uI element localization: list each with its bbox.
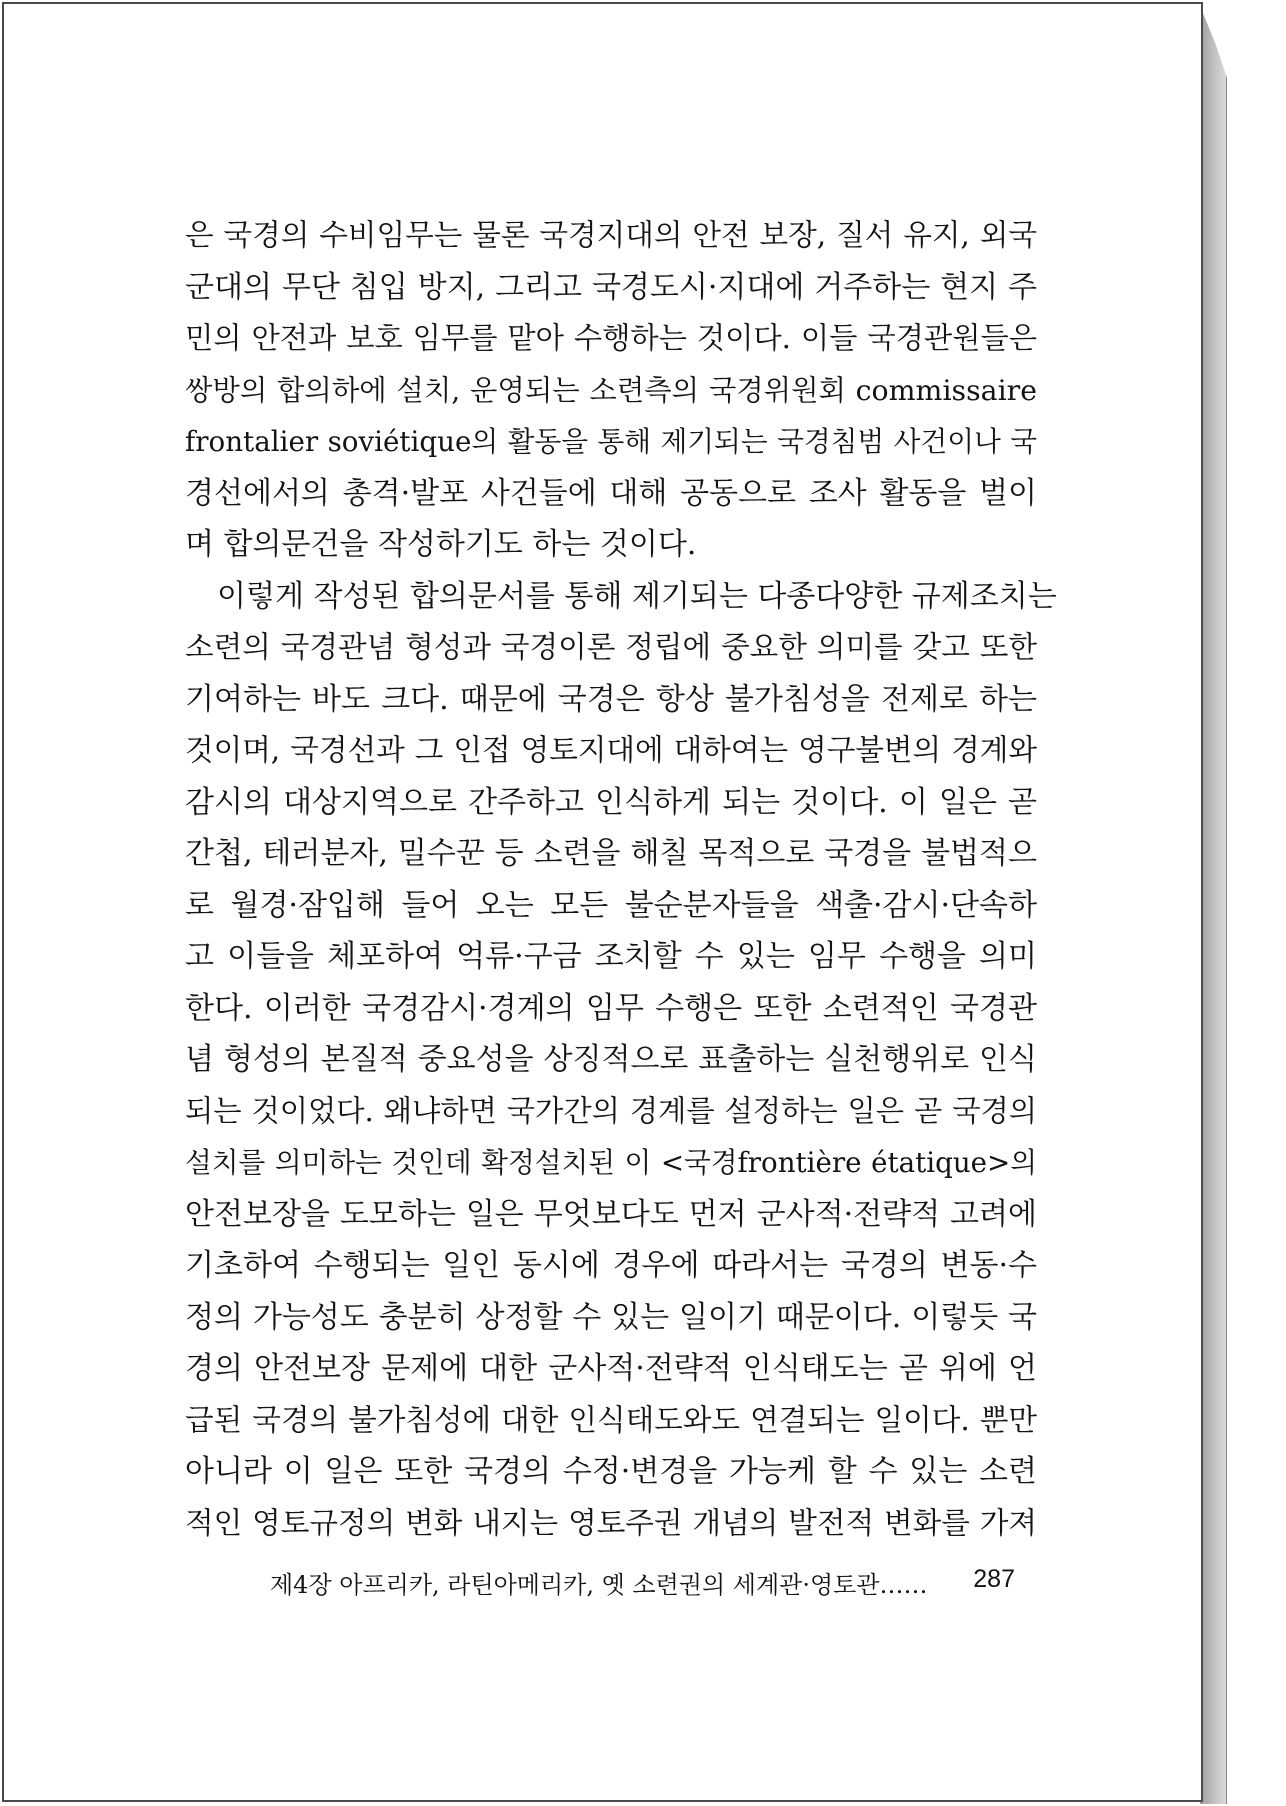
text-line: 기초하여 수행되는 일인 동시에 경우에 따라서는 국경의 변동·수 bbox=[185, 1248, 1037, 1283]
text-line: 한다. 이러한 국경감시·경계의 임무 수행은 또한 소련적인 국경관 bbox=[185, 990, 1037, 1026]
text-line: 적인 영토규정의 변화 내지는 영토주권 개념의 발전적 변화를 가져 bbox=[185, 1505, 1037, 1540]
page-footer bbox=[270, 1565, 1015, 1600]
text-line: 로 월경·잠입해 들어 오는 모든 불순분자들을 색출·감시·단속하 bbox=[185, 887, 1037, 923]
body-text bbox=[185, 210, 1057, 1549]
running-title: 제4장 아프리카, 라틴아메리카, 옛 소련권의 세계관·영토관…… bbox=[270, 1571, 928, 1599]
text-line: 소련의 국경관념 형성과 국경이론 정립에 중요한 의미를 갖고 또한 bbox=[185, 630, 1037, 664]
text-line: 념 형성의 본질적 중요성을 상징적으로 표출하는 실천행위로 인식 bbox=[185, 1042, 1037, 1077]
text-line: 며 합의문건을 작성하기도 하는 것이다. bbox=[185, 527, 697, 562]
text-line: 아니라 이 일은 또한 국경의 수정·변경을 가능케 할 수 있는 소련 bbox=[185, 1454, 1037, 1489]
text-line: 쌍방의 합의하에 설치, 운영되는 소련측의 국경위원회 commissaire bbox=[185, 373, 1037, 407]
page-number: 287 bbox=[973, 1565, 1015, 1593]
text-line: 고 이들을 체포하여 억류·구금 조치할 수 있는 임무 수행을 의미 bbox=[185, 939, 1037, 974]
text-line: 경선에서의 총격·발포 사건들에 대해 공동으로 조사 활동을 벌이 bbox=[185, 475, 1037, 511]
text-line: 군대의 무단 침입 방지, 그리고 국경도시·지대에 거주하는 현지 주 bbox=[185, 269, 1037, 305]
paragraph-1 bbox=[185, 210, 1037, 571]
text-line: 되는 것이었다. 왜냐하면 국가간의 경계를 설정하는 일은 곧 국경의 bbox=[185, 1093, 1037, 1128]
text-line: 것이며, 국경선과 그 인접 영토지대에 대하여는 영구불변의 경계와 bbox=[185, 733, 1037, 767]
text-line: 경의 안전보장 문제에 대한 군사적·전략적 인식태도는 곧 위에 언 bbox=[185, 1351, 1037, 1386]
text-line: 급된 국경의 불가침성에 대한 인식태도와도 연결되는 일이다. 뿐만 bbox=[185, 1402, 1037, 1437]
text-line: 기여하는 바도 크다. 때문에 국경은 항상 불가침성을 전제로 하는 bbox=[185, 681, 1037, 717]
text-line: 간첩, 테러분자, 밀수꾼 등 소련을 해칠 목적으로 국경을 불법적으 bbox=[185, 836, 1037, 871]
text-line: 안전보장을 도모하는 일은 무엇보다도 먼저 군사적·전략적 고려에 bbox=[185, 1196, 1037, 1232]
text-line: 민의 안전과 보호 임무를 맡아 수행하는 것이다. 이들 국경관원들은 bbox=[185, 321, 1037, 355]
paragraph-2 bbox=[185, 571, 1057, 1550]
page-edge-shadow bbox=[1200, 6, 1227, 1804]
text-line: frontalier soviétique의 활동을 통해 제기되는 국경침범 사건이나 국 bbox=[185, 425, 1037, 458]
text-line: 은 국경의 수비임무는 물론 국경지대의 안전 보장, 질서 유지, 외국 bbox=[185, 218, 1037, 252]
text-line: 이렇게 작성된 합의문서를 통해 제기되는 다종다양한 규제조치는 bbox=[217, 578, 1057, 614]
text-line: 정의 가능성도 충분히 상정할 수 있는 일이기 때문이다. 이렇듯 국 bbox=[185, 1299, 1037, 1335]
text-line: 감시의 대상지역으로 간주하고 인식하게 되는 것이다. 이 일은 곧 bbox=[185, 784, 1037, 820]
text-line: 설치를 의미하는 것인데 확정설치된 이 <국경frontière étatique>의 bbox=[185, 1146, 1037, 1179]
